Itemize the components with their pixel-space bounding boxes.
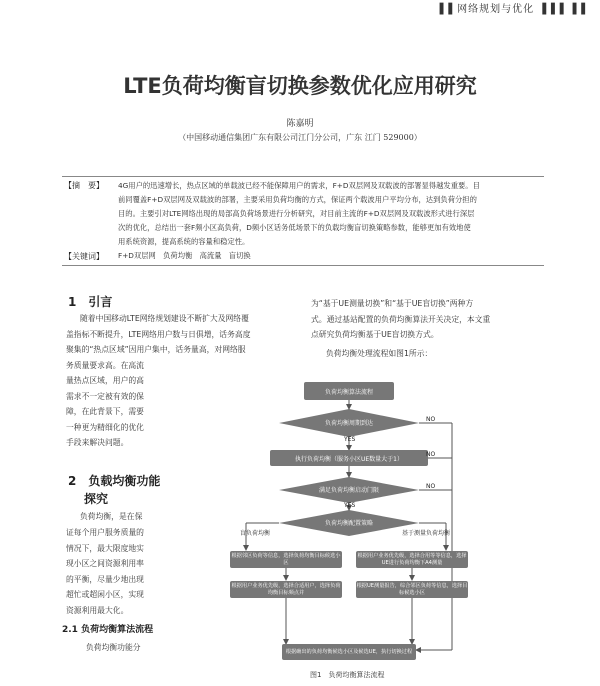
body-line: 务质量要求高。在高流 (66, 360, 144, 370)
body-line: 式。通过基站配置的负荷均衡算法开关决定，本文重 (311, 314, 491, 324)
body-line: 现小区之间资源利用率 (66, 559, 144, 568)
body-line: 点研究负荷均衡基于UE盲切换方式。 (311, 330, 439, 339)
flow-right-step-1: 根据用户业务优先级，选择合用等等信息，选择UE进行负荷均衡下A4测量 (356, 551, 468, 568)
abstract-line: 用系统资源，提高系统的容量和稳定性。 (118, 237, 250, 246)
abstract-text (118, 179, 548, 249)
flow-process-ue-count: 执行负荷均衡（服务小区UE数量大于1） (270, 450, 428, 466)
author: 陈嘉明 (286, 119, 314, 129)
body-line: 证每个用户服务质量的 (66, 528, 144, 537)
abstract-line: 前同覆盖F+D双层网及双载波的部署，主要采用负荷均衡的方式，保证两个载波用户平均分布，达到负荷分担的 (118, 195, 477, 204)
flow-right-step-2: 根据UE测量报告，综合邻区负荷等信息，选择目标候选小区 (356, 581, 468, 598)
branch-blind-label: 盲负荷均衡 (240, 530, 271, 537)
paper-title: LTE负荷均衡盲切换参数优化应用研究 (123, 74, 477, 98)
flow-left-step-2: 根据用户业务优先级，选择合适用户，选择负荷均衡目标频点并 (230, 581, 342, 598)
figure-caption: 图1 负荷均衡算法流程 (310, 671, 385, 679)
body-line: 一种更为精细化的优化 (66, 422, 144, 432)
no-label-2: NO (426, 451, 436, 458)
body-line: 障，在此背景下，需要 (66, 407, 144, 416)
flow-left-step-1: 根据邻区负荷等信息，选择负荷均衡目标候选小区 (230, 551, 342, 568)
section-2-para (66, 525, 226, 618)
yes-label-2: YES (344, 502, 356, 509)
flow-decision-threshold-label: 满足负荷均衡启动门限 (318, 487, 379, 494)
flow-start: 负荷均衡算法流程 (304, 382, 394, 400)
body-line: 情况下，最大限度地实 (66, 543, 144, 553)
abstract-line: 目的。主要引对LTE网络出现的局部高负荷场景进行分析研究，对目前主流的F+D双层网及双载波形式进行深层 (118, 209, 475, 218)
abstract-bottom-rule (62, 265, 544, 266)
body-line: 为“基于UE测量切换”和“基于UE盲切换”两种方 (311, 299, 474, 308)
branch-measurement-label: 基于测量负荷均衡 (402, 530, 451, 537)
body-line: 量热点区域，用户的高 (66, 376, 144, 385)
flow-decision-period-label: 负荷均衡周期到达 (324, 420, 373, 427)
abstract-line: 4G用户的迅速增长，热点区域的单载波已经不能保障用户的需求，F+D双层网及双载波的部署显得越发重要。目 (118, 181, 480, 190)
body-line: 超忙或超闲小区，实现 (66, 590, 144, 599)
section-1-para-a (80, 311, 294, 327)
keywords-text: F+D双层网 负荷均衡 高流量 盲切换 (118, 251, 251, 260)
journal-column-tag: ▐▐ 网络规划与优化 ▐▐▐ ▐▐ (435, 4, 586, 15)
abstract-top-rule (62, 176, 544, 177)
body-line: 随着中国移动LTE网络规划建设不断扩大及网络覆 (80, 314, 249, 323)
subsection-2-1-line: 负荷均衡功能分 (86, 643, 141, 652)
flow-end: 根据确出的负荷均衡候选小区及候选UE，执行切换过程 (282, 644, 416, 660)
subsection-2-1-heading: 2.1 负荷均衡算法流程 (62, 625, 154, 635)
body-line: 的平衡，尽量少地出现 (66, 574, 144, 584)
body-line: 资源利用最大化。 (66, 605, 129, 615)
body-line: 需求不一定被有效的保 (66, 391, 144, 401)
section-2-heading-line2: 探究 (84, 492, 109, 506)
flowchart-figure (226, 370, 472, 670)
yes-label-1: YES (344, 436, 356, 443)
affiliation: （中国移动通信集团广东有限公司江门分公司，广东 江门 529000） (178, 133, 422, 142)
no-label-1: NO (426, 416, 436, 423)
section-1-heading: 1 引言 (68, 295, 113, 309)
body-line: 盖指标不断提升，LTE网络用户数与日俱增，话务高度 (66, 329, 251, 339)
keywords-label: 【关键词】 (64, 252, 104, 261)
figure-intro: 负荷均衡处理流程如图1所示： (326, 349, 433, 358)
flow-decision-strategy-label: 负荷均衡配置策略 (324, 520, 373, 527)
section-2-heading-line1: 2 负载均衡功能 (68, 474, 161, 488)
no-label-3: NO (426, 483, 436, 490)
body-line: 手段来解决问题。 (66, 438, 129, 447)
body-line: 聚集的“热点区域”因用户集中，话务量高，对网络服 (66, 345, 246, 354)
right-column-para (311, 296, 551, 343)
section-2-para-first: 负荷均衡，是在保 (80, 512, 143, 521)
abstract-label: 【摘 要】 (64, 181, 104, 190)
abstract-line: 次的优化，总结出一套F频小区高负荷，D频小区话务低场景下的负载均衡盲切换策略参数，能够更加有效地使 (118, 223, 471, 232)
